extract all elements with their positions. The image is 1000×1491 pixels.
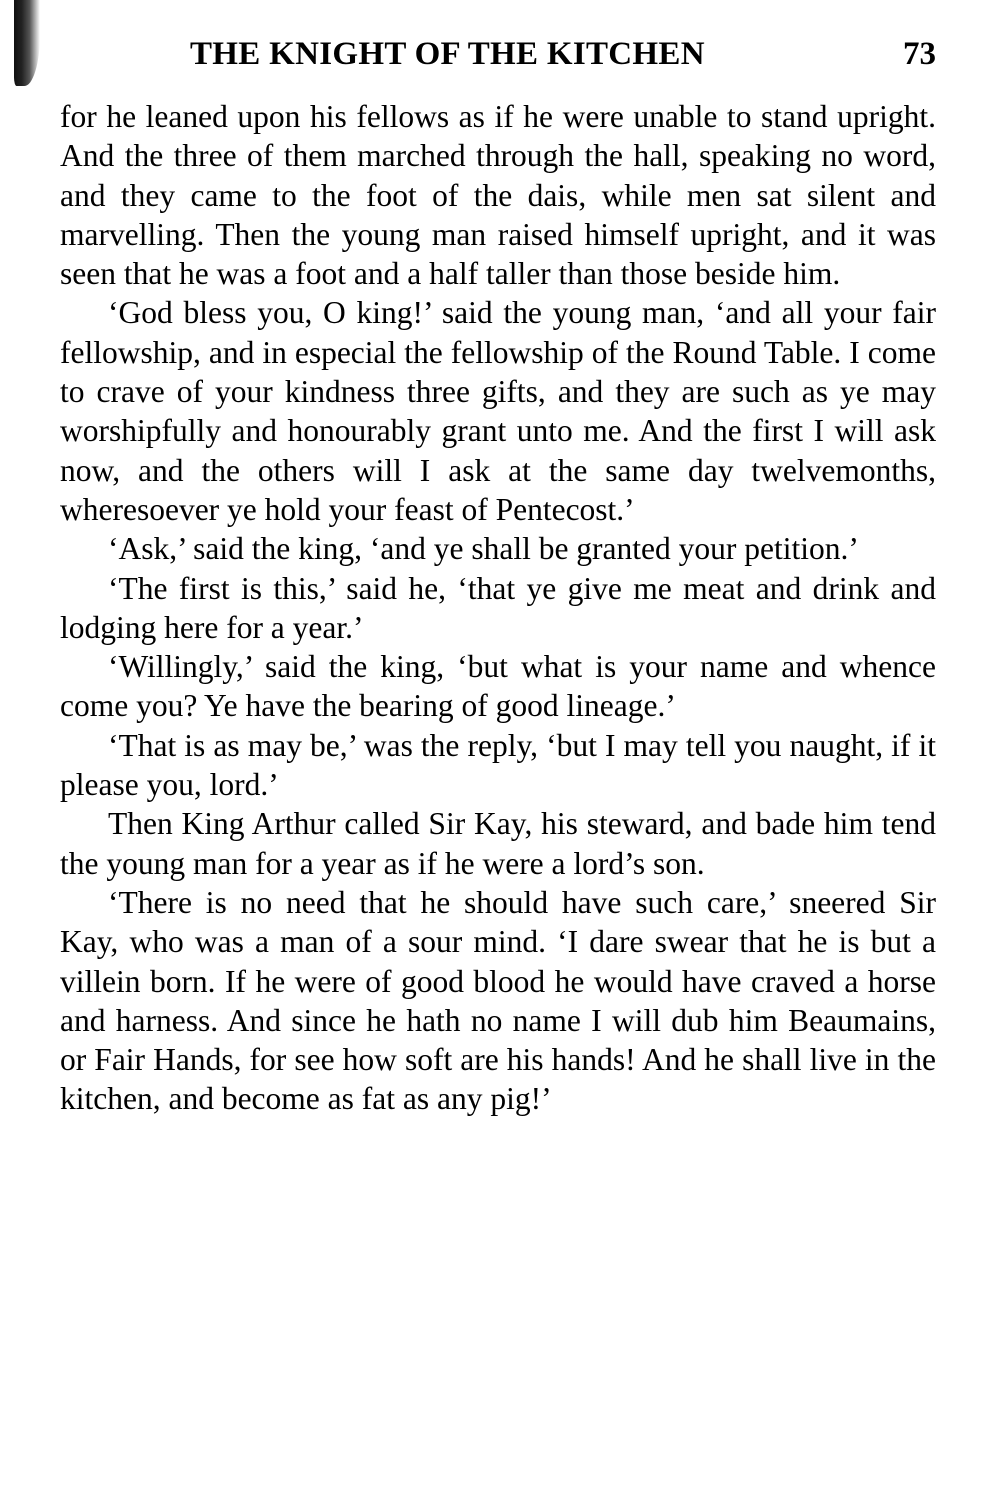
paragraph-6: ‘That is as may be,’ was the reply, ‘but I may tell you naught, if it please you, lord.’: [60, 727, 936, 803]
paragraph-5: ‘Willingly,’ said the king, ‘but what is your name and whence come you? Ye have the bearing of good lineage.’: [60, 649, 936, 724]
running-head: [60, 30, 936, 80]
paragraph-7: Then King Arthur called Sir Kay, his steward, and bade him tend the young man for a year as if he were a lord’s son.: [60, 806, 936, 881]
paragraph-8: ‘There is no need that he should have such care,’ sneered Sir Kay, who was a man of a sour mind. ‘I dare swear that he is but a villein born. If he were of good blood he would have craved a horse and harness. And since he hath no name I will dub him Beaumains, or Fair Hands, for see how soft are his hands! And he shall live in the kitchen, and become as fat as any pig!’: [60, 884, 936, 1117]
page-edge-shadow: [14, 0, 40, 86]
paragraph-2: ‘God bless you, O king!’ said the young man, ‘and all your fair fellowship, and in especial the fellowship of the Round Table. I come to crave of your kindness three gifts, and they are such as ye may worshipfully and honourably grant unto me. And the first I will ask now, and the others will I ask at the same day twelvemonths, wheresoever ye hold your feast of Pentecost.’: [60, 295, 936, 527]
paragraph-3: ‘Ask,’ said the king, ‘and ye shall be granted your petition.’: [108, 531, 859, 567]
paragraph-1: for he leaned upon his fellows as if he were unable to stand upright. And the three of them marched through the hall, speaking no word, and they came to the foot of the dais, while men sat silent and marvelling. Then the young man raised himself upright, and it was seen that he was a foot and a half taller than those beside him.: [60, 99, 936, 292]
running-title: THE KNIGHT OF THE KITCHEN: [190, 36, 705, 72]
page-number: 73: [903, 36, 936, 72]
paragraph-4: ‘The first is this,’ said he, ‘that ye give me meat and drink and lodging here for a year.’: [60, 570, 936, 645]
body-text: [60, 97, 936, 1119]
